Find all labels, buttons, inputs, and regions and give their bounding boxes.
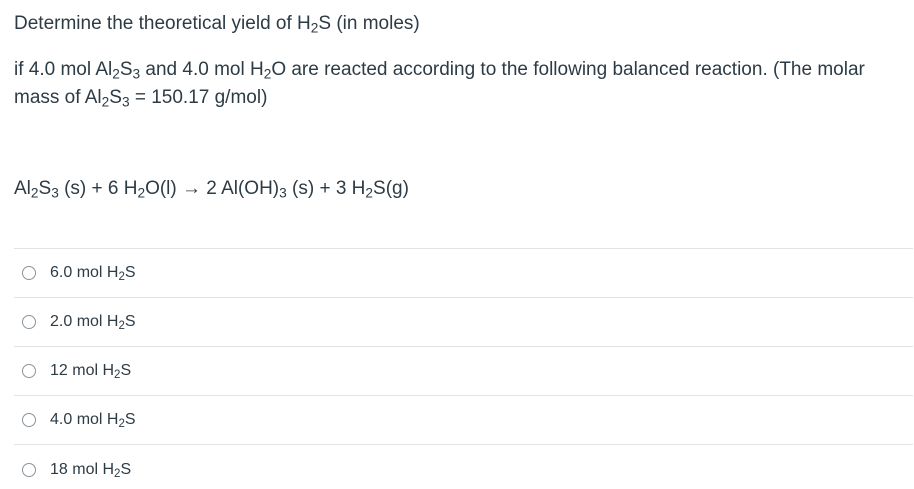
answer-label-suffix: S: [124, 264, 136, 281]
question-body: [14, 56, 910, 112]
question-text-part-6: = 150.17 g/mol): [129, 87, 268, 108]
answer-label: [50, 460, 131, 480]
radio-button-icon[interactable]: [22, 315, 36, 329]
answer-option-3[interactable]: [14, 347, 913, 396]
equation-subscript-5: 2: [365, 185, 374, 201]
question-subscript-5: 3: [121, 94, 130, 110]
question-subscript-4: 2: [101, 94, 110, 110]
answer-label-prefix: 18 mol H: [50, 460, 115, 478]
equation-part-4: O(l) → 2 Al(OH): [145, 178, 280, 199]
answer-list: [14, 248, 913, 489]
answer-label: [50, 312, 136, 332]
answer-label-prefix: 2.0 mol H: [50, 313, 119, 330]
answer-label-subscript: 2: [114, 467, 121, 480]
equation-part-3: (s) + 6 H: [58, 178, 138, 199]
question-subscript-2: 3: [132, 66, 141, 82]
answer-option-5[interactable]: [14, 445, 913, 489]
answer-label-prefix: 6.0 mol H: [50, 264, 119, 281]
answer-label-subscript: 2: [118, 319, 125, 332]
answer-label-subscript: 2: [114, 368, 121, 381]
answer-label: [50, 410, 136, 430]
question-text-part-2: S: [119, 59, 133, 80]
title-text-suffix: S (in moles): [318, 13, 420, 34]
equation-subscript-3: 2: [137, 185, 146, 201]
equation-part-1: Al: [14, 178, 31, 199]
question-title: [14, 10, 420, 38]
radio-button-icon[interactable]: [22, 463, 36, 477]
radio-button-icon[interactable]: [22, 413, 36, 427]
question-text-part-1: if 4.0 mol Al: [14, 59, 113, 80]
answer-label-suffix: S: [124, 313, 136, 330]
answer-option-1[interactable]: [14, 249, 913, 298]
radio-button-icon[interactable]: [22, 364, 36, 378]
answer-label-subscript: 2: [118, 417, 125, 430]
answer-label-prefix: 12 mol H: [50, 362, 115, 379]
balanced-equation: [14, 175, 409, 203]
question-text-part-4: O are reacted according to the following balanced reaction. (The molar mass of Al: [14, 59, 865, 108]
answer-option-2[interactable]: [14, 298, 913, 347]
equation-subscript-4: 3: [279, 185, 287, 201]
radio-button-icon[interactable]: [22, 266, 36, 280]
equation-subscript-1: 2: [30, 185, 39, 201]
equation-part-5: (s) + 3 H: [286, 178, 366, 199]
question-subscript-1: 2: [112, 66, 120, 82]
answer-label-suffix: S: [120, 460, 132, 478]
question-text-part-3: and 4.0 mol H: [140, 59, 264, 80]
question-subscript-3: 2: [263, 66, 272, 82]
equation-part-6: S(g): [373, 178, 409, 199]
answer-label-subscript: 2: [118, 270, 125, 283]
equation-subscript-2: 3: [51, 185, 59, 201]
title-text-prefix: Determine the theoretical yield of H: [14, 13, 311, 34]
answer-label-prefix: 4.0 mol H: [50, 411, 119, 428]
answer-option-4[interactable]: [14, 396, 913, 445]
answer-label-suffix: S: [124, 411, 136, 428]
question-text-part-5: S: [109, 87, 122, 108]
title-subscript: 2: [310, 20, 319, 36]
answer-label-suffix: S: [120, 362, 132, 379]
equation-part-2: S: [38, 178, 52, 199]
answer-label: [50, 361, 131, 381]
answer-label: [50, 263, 136, 283]
